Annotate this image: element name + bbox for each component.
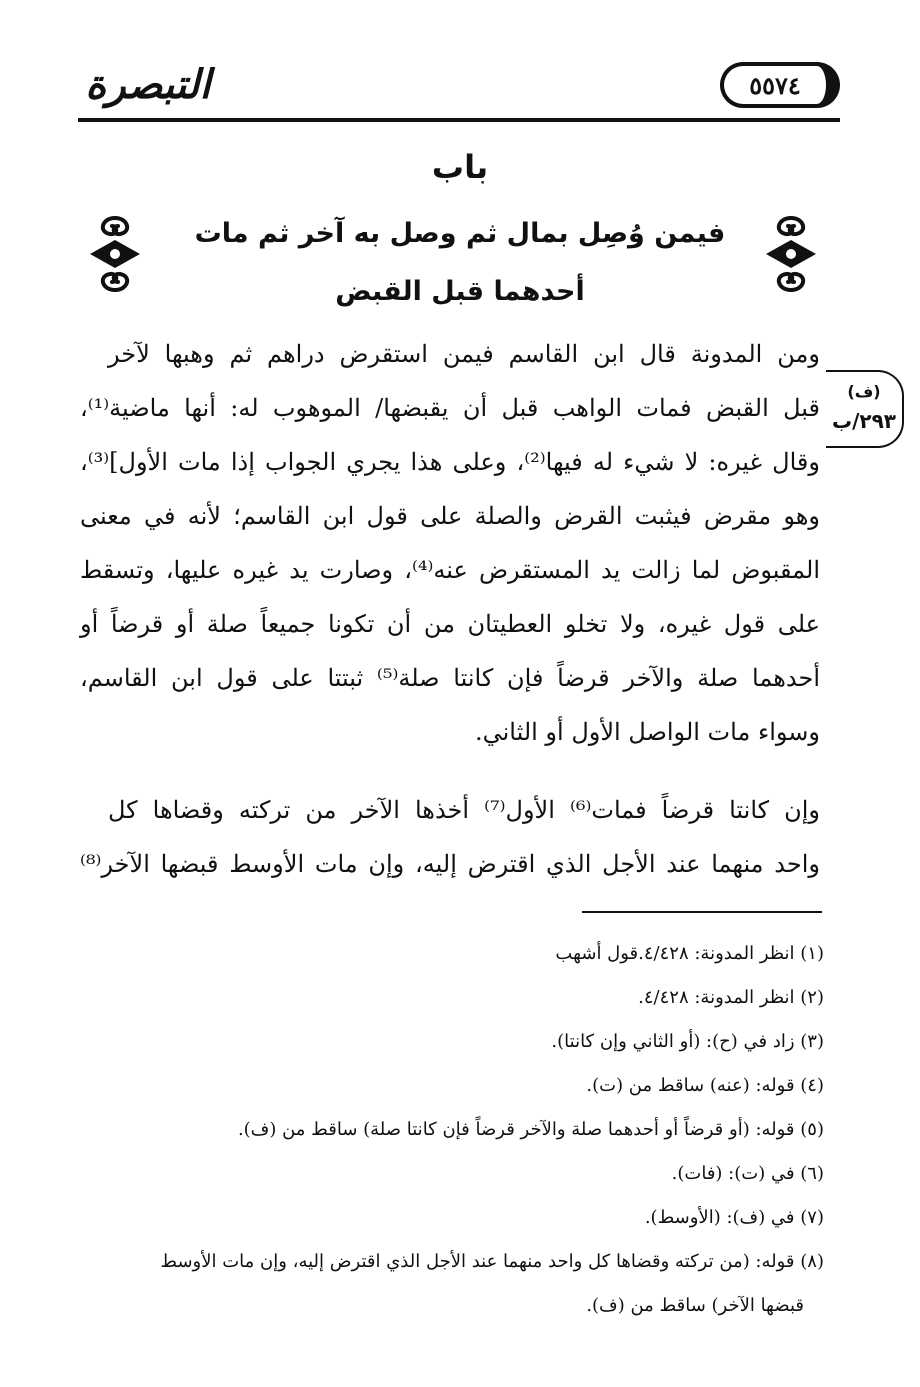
body-line: وقال غيره: لا شيء له فيها⁽²⁾، وعلى هذا يجري الجواب إذا مات الأول]⁽³⁾، [80,448,820,476]
body-line: أحدهما صلة والآخر قرضاً فإن كانتا صلة⁽⁵⁾ ثبتتا على قول ابن القاسم، [80,664,820,692]
footnote: (٢) انظر المدونة: ٤/٤٢٨. [638,987,824,1008]
body-line: ومن المدونة قال ابن القاسم فيمن استقرض دراهم ثم وهبها لآخر [108,340,820,368]
body-line: واحد منهما عند الأجل الذي اقترض إليه، وإن مات الأوسط قبضها الآخر⁽⁸⁾ [80,850,820,878]
body-line: على قول غيره، ولا تخلو العطيتان من أن تكونا جميعاً صلة أو قرضاً أو [80,610,820,638]
left-ornament-icon [84,210,146,298]
body-line: وهو مقرض فيثبت القرض والصلة على قول ابن القاسم؛ لأنه في معنى [80,502,820,530]
chapter-title-line-1: فيمن وُصِل بمال ثم وصل به آخر ثم مات [194,218,726,249]
chapter-label: باب [431,148,489,186]
right-ornament-icon [760,210,822,298]
header-divider [78,118,840,122]
body-line: وسواء مات الواصل الأول أو الثاني. [474,718,820,746]
chapter-title-line-2: أحدهما قبل القبض [335,276,585,307]
margin-note-folio: ٢٩٣/ب [831,409,897,433]
footnote: (٦) في (ت): (فات). [671,1163,824,1184]
footnote: (٤) قوله: (عنه) ساقط من (ت). [586,1075,824,1096]
footnote: (٨) قوله: (من تركته وقضاها كل واحد منهما عند الأجل الذي اقترض إليه، وإن مات الأوسط [160,1251,824,1272]
page-number: ٥٥٧٤ [749,70,801,100]
body-line: وإن كانتا قرضاً فمات⁽⁶⁾ الأول⁽⁷⁾ أخذها الآخر من تركته وقضاها كل [108,796,821,824]
body-line: قبل القبض فمات الواهب قبل أن يقبضها/ الموهوب له: أنها ماضية⁽¹⁾، [80,394,820,422]
footnote-continuation: قبضها الآخر) ساقط من (ف). [586,1295,804,1316]
footnote-divider [582,911,822,913]
margin-note-source: (ف) [847,382,881,401]
footnote: (١) انظر المدونة: ٤/٤٢٨.قول أشهب [555,943,824,964]
footnote: (٥) قوله: (أو قرضاً أو أحدهما صلة والآخر قرضاً فإن كانتا صلة) ساقط من (ف). [237,1119,824,1140]
page-header [78,52,840,128]
manuscript-margin-note [826,370,904,448]
page-number-badge [720,62,840,108]
body-line: المقبوض لما زالت يد المستقرض عنه⁽⁴⁾، وصارت يد غيره عليها، وتسقط [80,556,820,584]
footnote: (٧) في (ف): (الأوسط). [644,1207,824,1228]
book-title-logo: التبصرة [85,61,211,108]
footnote: (٣) زاد في (ح): (أو الثاني وإن كانتا). [551,1031,824,1052]
